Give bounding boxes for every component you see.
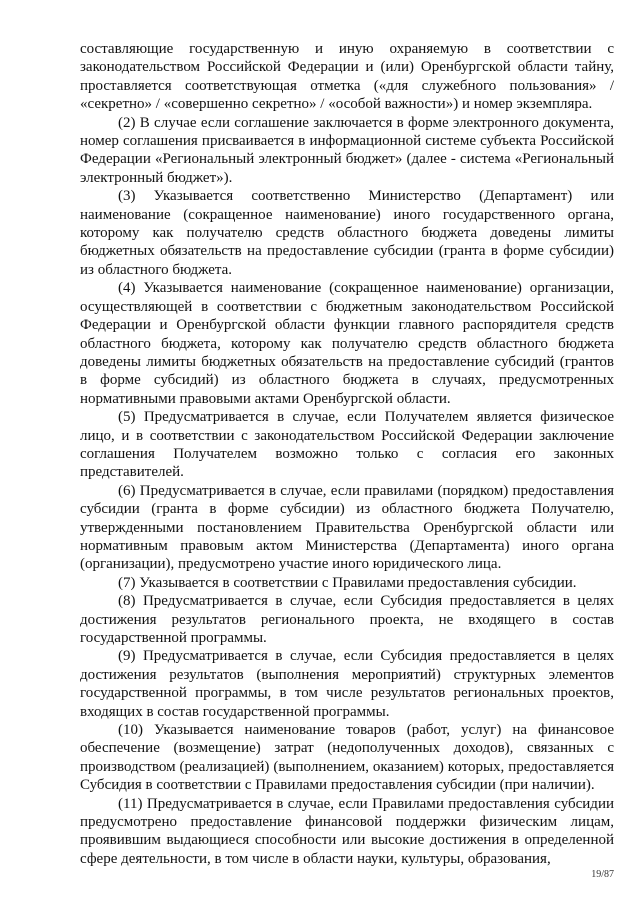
page-number: 19/87 (591, 869, 614, 880)
paragraph-continuation: составляющие государственную и иную охраняемую в соответствии с законодательством Российской Федерации и (или) Оренбургской области тайну, проставляется соответствующая отметка («для служебного пользования» / «секретно» / «совершенно секретно» / «особой важности») и номер экземпляра. (80, 41, 614, 113)
footnote-paragraph-4: (4) Указывается наименование (сокращенное наименование) организации, осуществляющей в соответствии с бюджетным законодательством Российской Федерации и Оренбургской области функции главного распорядителя средств областного бюджета, которому как получателю средств областного бюджета доведены лимиты бюджетных обязательств на предоставление субсидий (грантов в форме субсидий) из областного бюджета в случаях, предусмотренных нормативными правовыми актами Оренбургской области. (80, 280, 614, 407)
document-body (80, 40, 614, 868)
footnote-paragraph-2: (2) В случае если соглашение заключается в форме электронного документа, номер соглашения присваивается в информационной системе субъекта Российской Федерации «Региональный электронный бюджет» (далее - система «Региональный электронный бюджет»). (80, 114, 614, 186)
footnote-paragraph-9: (9) Предусматривается в случае, если Субсидия предоставляется в целях достижения результатов (выполнения мероприятий) структурных элементов государственной программы, в том числе результатов региональных проектов, входящих в состав государственной программы. (80, 648, 614, 720)
footnote-paragraph-10: (10) Указывается наименование товаров (работ, услуг) на финансовое обеспечение (возмещение) затрат (недополученных доходов), связанных с производством (реализацией) (выполнением, оказанием) которых, предоставляется Субсидия в соответствии с Правилами предоставления субсидии (при наличии). (80, 722, 614, 794)
footnote-paragraph-7: (7) Указывается в соответствии с Правилами предоставления субсидии. (118, 574, 577, 591)
footnote-paragraph-5: (5) Предусматривается в случае, если Получателем является физическое лицо, и в соответствии с законодательством Российской Федерации заключение соглашения Получателем возможно только с согласия его законных представителей. (80, 409, 614, 481)
footnote-paragraph-11: (11) Предусматривается в случае, если Правилами предоставления субсидии предусмотрено предоставление финансовой поддержки физическим лицам, проявившим выдающиеся способности или высокие достижения в определенной сфере деятельности, в том числе в области науки, культуры, образования, (80, 795, 614, 867)
footnote-paragraph-3: (3) Указывается соответственно Министерство (Департамент) или наименование (сокращенное наименование) иного государственного органа, которому как получателю средств областного бюджета доведены лимиты бюджетных обязательств на предоставление субсидии (гранта в форме субсидии) из областного бюджета. (80, 188, 614, 278)
footnote-paragraph-6: (6) Предусматривается в случае, если правилами (порядком) предоставления субсидии (гранта в форме субсидии) из областного бюджета Получателю, утвержденными постановлением Правительства Оренбургской области или нормативным правовым актом Министерства (Департамента) иного органа (организации), предусмотрено участие иного юридического лица. (80, 482, 614, 573)
footnote-paragraph-8: (8) Предусматривается в случае, если Субсидия предоставляется в целях достижения результатов регионального проекта, не входящего в состав государственной программы. (80, 593, 614, 646)
